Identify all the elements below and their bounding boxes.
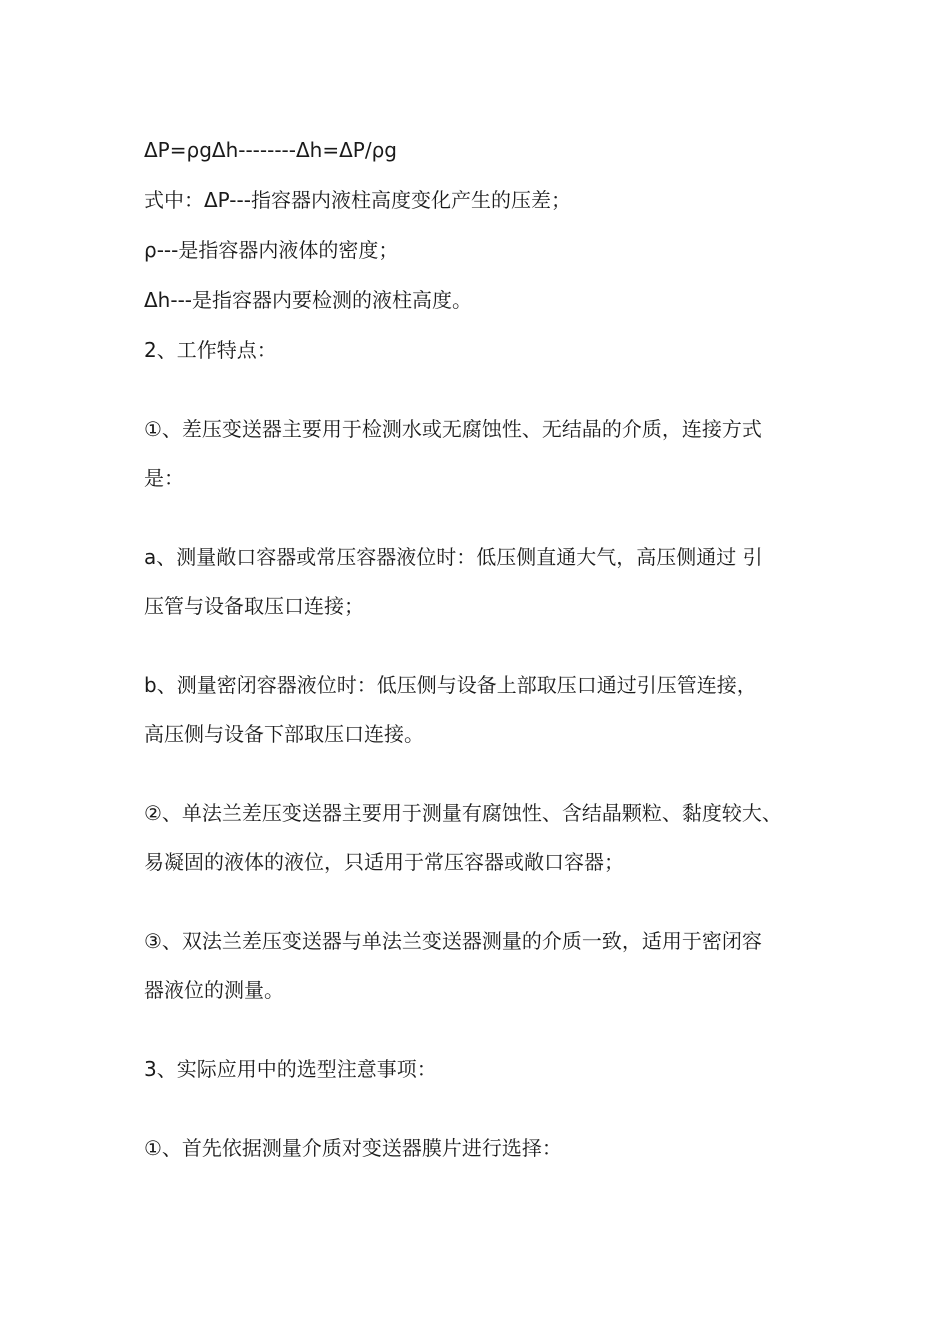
- paragraph-line: ①、差压变送器主要用于检测水或无腐蚀性、无结晶的介质，连接方式: [144, 417, 762, 441]
- paragraph-line: ②、单法兰差压变送器主要用于测量有腐蚀性、含结晶颗粒、黏度较大、: [144, 801, 782, 825]
- paragraph-line: a、测量敞口容器或常压容器液位时：低压侧直通大气，高压侧通过 引: [144, 545, 763, 569]
- formula-line: ΔP=ρgΔh--------Δh=ΔP/ρg: [144, 138, 397, 162]
- definition-delta-p: 式中：ΔP---指容器内液柱高度变化产生的压差；: [144, 188, 571, 212]
- definition-rho: ρ---是指容器内液体的密度；: [144, 238, 399, 262]
- paragraph-line: 高压侧与设备下部取压口连接。: [144, 722, 424, 746]
- paragraph-line: 是：: [144, 466, 184, 490]
- paragraph-line: 压管与设备取压口连接；: [144, 594, 364, 618]
- section-heading-features: 2、工作特点：: [144, 338, 277, 362]
- paragraph-line: 易凝固的液体的液位，只适用于常压容器或敞口容器；: [144, 850, 624, 874]
- definition-delta-h: Δh---是指容器内要检测的液柱高度。: [144, 288, 473, 312]
- section-heading-selection: 3、实际应用中的选型注意事项：: [144, 1057, 437, 1081]
- paragraph-line: 器液位的测量。: [144, 978, 284, 1002]
- paragraph-line: b、测量密闭容器液位时：低压侧与设备上部取压口通过引压管连接，: [144, 673, 757, 697]
- paragraph-line: ③、双法兰差压变送器与单法兰变送器测量的介质一致，适用于密闭容: [144, 929, 762, 953]
- paragraph-line: ①、首先依据测量介质对变送器膜片进行选择：: [144, 1136, 562, 1160]
